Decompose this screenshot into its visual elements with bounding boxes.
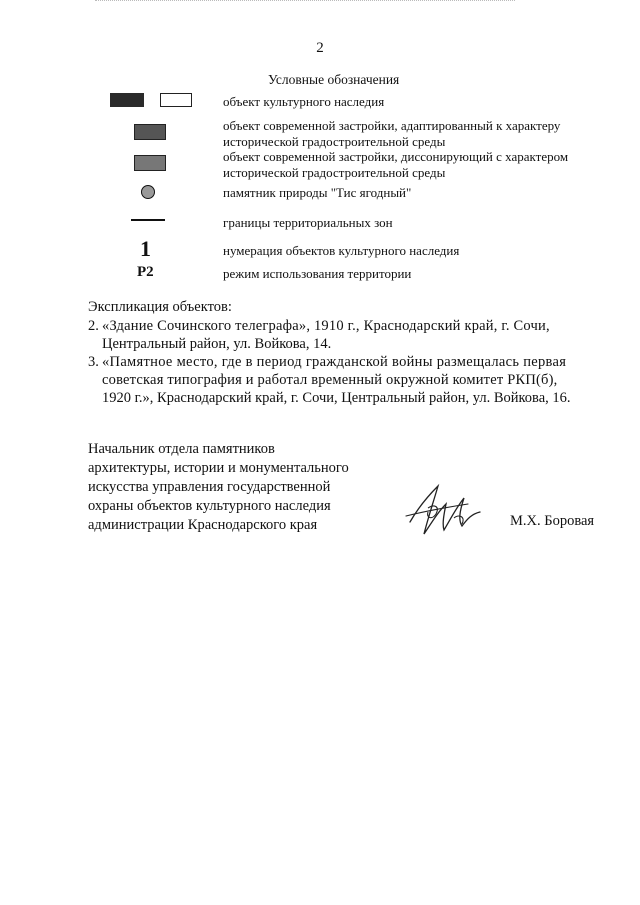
- signatory-title: [88, 440, 388, 535]
- explication-item-line1: «Здание Сочинского телеграфа», 1910 г., Краснодарский край, г. Сочи,: [102, 318, 550, 334]
- legend-title: Условные обозначения: [268, 72, 400, 87]
- page-number: 2: [316, 40, 324, 56]
- explication-item: [88, 353, 608, 407]
- legend-item-boundary: границы территориальных зон: [223, 215, 393, 230]
- signatory-line: искусства управления государственной: [88, 479, 331, 495]
- legend-item-adapted-line2: исторической градостроительной среды: [223, 134, 446, 149]
- signatory-name: М.Х. Боровая: [510, 513, 595, 529]
- handwritten-signature: [398, 478, 490, 542]
- adapted-building-icon: [134, 124, 166, 140]
- top-scan-edge: [95, 0, 515, 1]
- explication-item-number: 3.: [88, 354, 99, 370]
- zone-boundary-icon: [131, 219, 165, 221]
- explication-item-line2: советская типография и работал временный окружной комитет РКП(б),: [102, 372, 558, 388]
- legend-item-dissonant: [223, 149, 568, 181]
- signatory-line: архитектуры, истории и монументального: [88, 460, 349, 476]
- explication-item-line2: Центральный район, ул. Войкова, 14.: [102, 336, 332, 352]
- heritage-object-outline-icon: [160, 93, 192, 107]
- dissonant-building-icon: [134, 155, 166, 171]
- heritage-object-icon: [110, 93, 144, 107]
- legend-item-dissonant-line1: объект современной застройки, диссонирующий с характером: [223, 149, 569, 164]
- legend-symbol-mode: Р2: [137, 264, 154, 280]
- signatory-line: администрации Краснодарского края: [88, 517, 318, 533]
- legend-item-heritage: объект культурного наследия: [223, 94, 385, 109]
- signatory-line: Начальник отдела памятников: [88, 441, 275, 457]
- explication-title: Экспликация объектов:: [88, 299, 232, 315]
- legend-item-numbering: нумерация объектов культурного наследия: [223, 243, 460, 258]
- legend-item-mode: режим использования территории: [223, 266, 412, 281]
- legend-symbol-numbering: 1: [140, 236, 151, 261]
- legend-item-adapted: [223, 118, 560, 150]
- explication-item-line1: «Памятное место, где в период гражданской войны размещалась первая: [102, 354, 567, 370]
- explication-item-line3: 1920 г.», Краснодарский край, г. Сочи, Центральный район, ул. Войкова, 16.: [102, 390, 571, 406]
- explication-item: [88, 317, 608, 353]
- legend-item-dissonant-line2: исторической градостроительной среды: [223, 165, 446, 180]
- explication-item-number: 2.: [88, 318, 99, 334]
- nature-monument-icon: [141, 185, 155, 199]
- legend-item-adapted-line1: объект современной застройки, адаптированный к характеру: [223, 118, 561, 133]
- legend-item-nature: памятник природы "Тис ягодный": [223, 185, 412, 200]
- signatory-line: охраны объектов культурного наследия: [88, 498, 331, 514]
